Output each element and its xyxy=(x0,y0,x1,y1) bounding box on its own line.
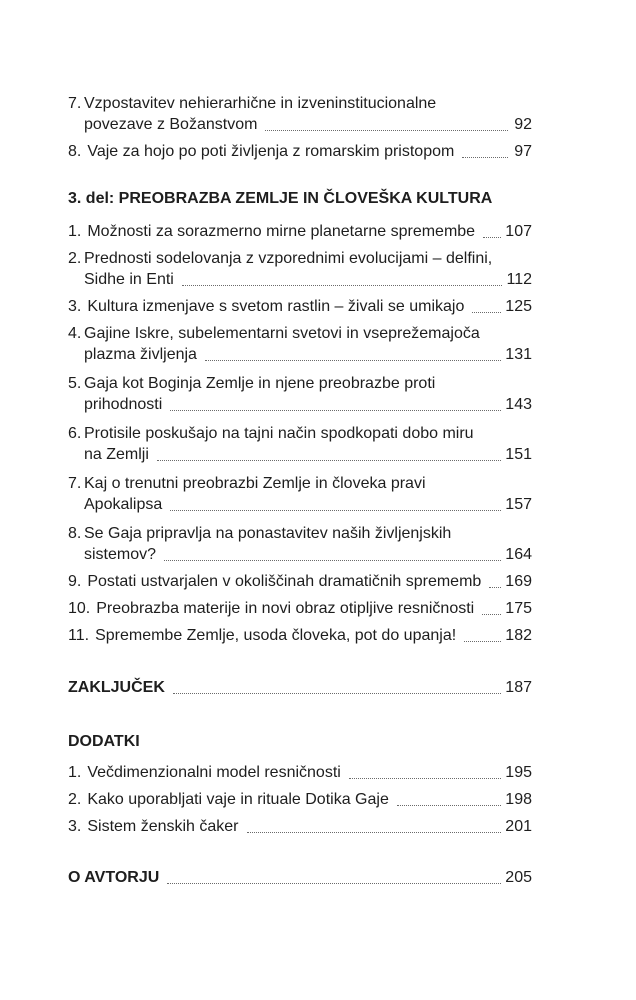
toc-entry-number: 9. xyxy=(68,573,82,590)
toc-page-number: 97 xyxy=(514,143,532,160)
toc-page-number: 187 xyxy=(505,679,532,696)
toc-page-number: 92 xyxy=(514,116,532,133)
toc-page-number: 151 xyxy=(505,446,532,463)
toc-entry-p3-9 xyxy=(68,571,532,593)
toc-entry-p3-7-line1 xyxy=(68,473,538,495)
part-3-heading: 3. del: PREOBRAZBA ZEMLJE IN ČLOVEŠKA KULTURA xyxy=(68,190,493,207)
toc-entry-number: 7. xyxy=(68,475,82,492)
toc-entry-number: 6. xyxy=(68,425,82,442)
toc-entry-p3-2-line1 xyxy=(68,248,538,270)
toc-entry-title: Kako uporabljati vaje in rituale Dotika Gaje xyxy=(87,791,389,808)
toc-entry-title-continued: na Zemlji xyxy=(84,446,149,463)
toc-entry-p3-3 xyxy=(68,296,532,318)
toc-entry-p3-4-line2 xyxy=(84,344,532,366)
dot-leader xyxy=(182,285,503,286)
toc-entry-number: 5. xyxy=(68,375,82,392)
toc-entry-title: Spremembe Zemlje, usoda človeka, pot do upanja! xyxy=(95,627,457,644)
dot-leader xyxy=(472,312,501,313)
toc-entry-p3-4-line1 xyxy=(68,323,538,345)
dot-leader xyxy=(483,237,501,238)
toc-entry-appendix-2 xyxy=(68,789,532,811)
toc-entry-number: 8. xyxy=(68,525,82,542)
toc-page-number: 169 xyxy=(505,573,532,590)
toc-page-number: 131 xyxy=(505,346,532,363)
toc-entry-number: 11. xyxy=(68,627,90,644)
toc-entry-number: 3. xyxy=(68,818,82,835)
toc-entry-title: Postati ustvarjalen v okoliščinah dramatičnih sprememb xyxy=(87,573,482,590)
toc-entry-title: Gaja kot Boginja Zemlje in njene preobrazbe proti xyxy=(84,375,436,392)
toc-entry-title: Protisile poskušajo na tajni način spodkopati dobo miru xyxy=(84,425,474,442)
toc-entry-title: Večdimenzionalni model resničnosti xyxy=(87,764,341,781)
toc-entry-number: 2. xyxy=(68,791,82,808)
toc-page-number: 157 xyxy=(505,496,532,513)
toc-page-number: 175 xyxy=(505,600,532,617)
toc-page-number: 112 xyxy=(506,271,532,288)
toc-page-number: 164 xyxy=(505,546,532,563)
toc-entry-title: Sistem ženskih čaker xyxy=(87,818,239,835)
dot-leader xyxy=(167,883,501,884)
toc-entry-title: Vaje za hojo po poti življenja z romarskim pristopom xyxy=(87,143,455,160)
dot-leader xyxy=(482,614,501,615)
toc-entry-p3-11 xyxy=(68,625,532,647)
toc-entry-title: Se Gaja pripravlja na ponastavitev naših življenjskih xyxy=(84,525,452,542)
toc-entry-title-continued: prihodnosti xyxy=(84,396,163,413)
toc-entry-conclusion xyxy=(68,677,532,699)
toc-page-number: 143 xyxy=(505,396,532,413)
toc-entry-number: 10. xyxy=(68,600,91,617)
appendices-heading: DODATKI xyxy=(68,733,140,750)
toc-entry-title: Kultura izmenjave s svetom rastlin – živali se umikajo xyxy=(87,298,465,315)
toc-page-number: 182 xyxy=(505,627,532,644)
toc-page-number: 198 xyxy=(505,791,532,808)
toc-entry-number: 2. xyxy=(68,250,82,267)
toc-entry-p3-8-line2 xyxy=(84,544,532,566)
toc-entry-p3-6-line1 xyxy=(68,423,538,445)
toc-entry-8 xyxy=(68,141,532,163)
toc-page-number: 125 xyxy=(505,298,532,315)
conclusion-title: ZAKLJUČEK xyxy=(68,679,165,696)
toc-entry-number: 7. xyxy=(68,95,82,112)
toc-page-number: 205 xyxy=(505,869,532,886)
dot-leader xyxy=(462,157,508,158)
toc-entry-title-continued: povezave z Božanstvom xyxy=(84,116,258,133)
toc-page-number: 195 xyxy=(505,764,532,781)
toc-entry-title: Gajine Iskre, subelementarni svetovi in vseprežemajoča xyxy=(84,325,480,342)
dot-leader xyxy=(489,587,501,588)
toc-entry-title-continued: Apokalipsa xyxy=(84,496,163,513)
toc-entry-number: 1. xyxy=(68,764,82,781)
toc-entry-number: 1. xyxy=(68,223,82,240)
toc-entry-p3-8-line1 xyxy=(68,523,538,545)
dot-leader xyxy=(205,360,501,361)
toc-entry-number: 3. xyxy=(68,298,82,315)
dot-leader xyxy=(397,805,501,806)
toc-page-number: 201 xyxy=(505,818,532,835)
toc-entry-7-line1 xyxy=(68,93,538,115)
toc-entry-title-continued: Sidhe in Enti xyxy=(84,271,174,288)
dot-leader xyxy=(170,410,501,411)
toc-entry-p3-10 xyxy=(68,598,532,620)
toc-entry-p3-1 xyxy=(68,221,532,243)
toc-entry-p3-7-line2 xyxy=(84,494,532,516)
toc-entry-7-line2 xyxy=(84,114,532,136)
about-author-title: O AVTORJU xyxy=(68,869,160,886)
toc-entry-p3-5-line2 xyxy=(84,394,532,416)
dot-leader xyxy=(173,693,501,694)
toc-entry-appendix-1 xyxy=(68,762,532,784)
toc-entry-title-continued: plazma življenja xyxy=(84,346,197,363)
toc-entry-number: 4. xyxy=(68,325,82,342)
toc-entry-p3-2-line2 xyxy=(84,269,532,291)
toc-entry-title: Vzpostavitev nehierarhične in izveninstitucionalne xyxy=(84,95,437,112)
dot-leader xyxy=(170,510,501,511)
dot-leader xyxy=(164,560,501,561)
toc-entry-p3-5-line1 xyxy=(68,373,538,395)
toc-entry-appendix-3 xyxy=(68,816,532,838)
toc-entry-about-author xyxy=(68,867,532,889)
toc-entry-p3-6-line2 xyxy=(84,444,532,466)
toc-entry-title: Preobrazba materije in novi obraz otipljive resničnosti xyxy=(96,600,475,617)
dot-leader xyxy=(247,832,502,833)
toc-entry-title: Prednosti sodelovanja z vzporednimi evolucijami – delfini, xyxy=(84,250,493,267)
toc-page-number: 107 xyxy=(505,223,532,240)
dot-leader xyxy=(157,460,501,461)
dot-leader xyxy=(265,130,508,131)
toc-entry-number: 8. xyxy=(68,143,82,160)
toc-entry-title: Kaj o trenutni preobrazbi Zemlje in človeka pravi xyxy=(84,475,426,492)
toc-entry-title: Možnosti za sorazmerno mirne planetarne spremembe xyxy=(87,223,476,240)
toc-entry-title-continued: sistemov? xyxy=(84,546,157,563)
dot-leader xyxy=(349,778,501,779)
dot-leader xyxy=(464,641,501,642)
